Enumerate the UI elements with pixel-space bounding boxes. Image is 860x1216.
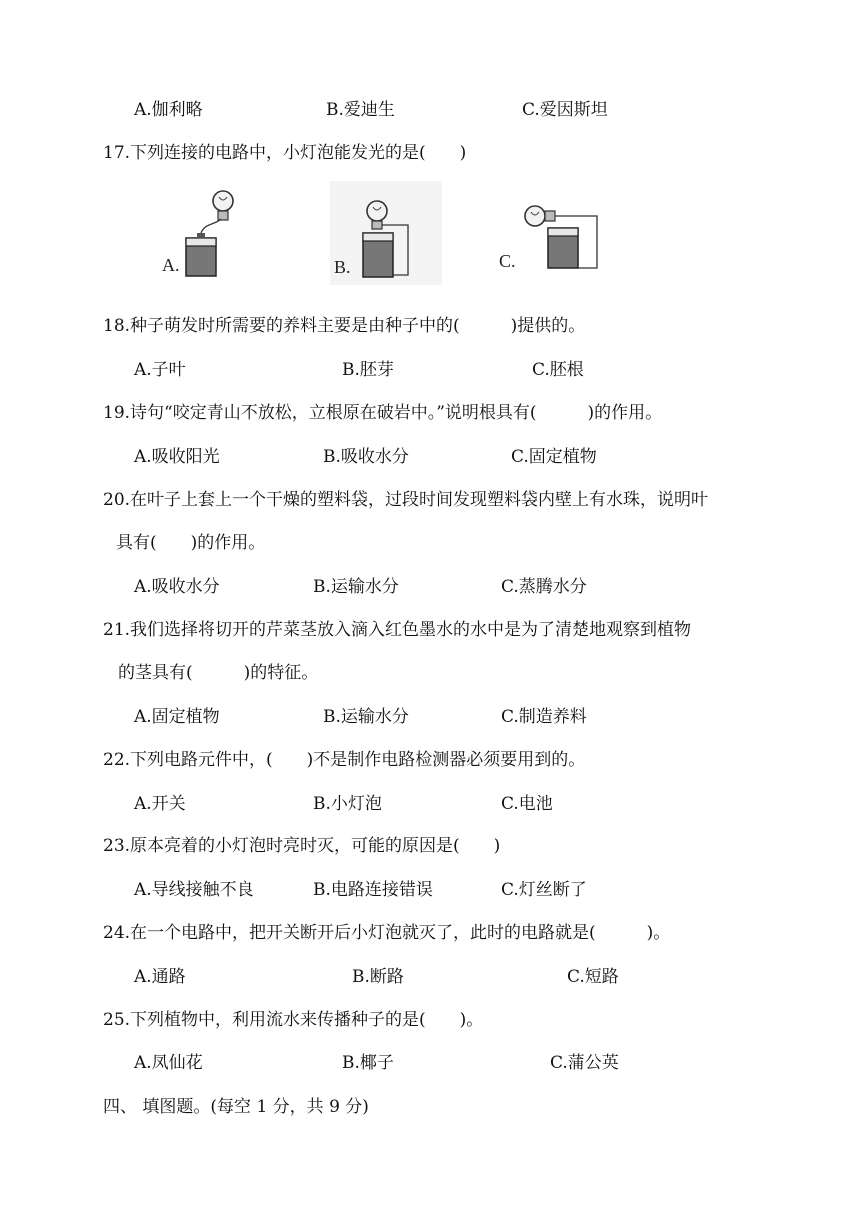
q23-option-b[interactable]: B.电路连接错误	[313, 880, 433, 900]
q22-option-a[interactable]: A.开关	[134, 794, 186, 814]
figure-label-c: C.	[499, 251, 516, 271]
q22-option-c[interactable]: C.电池	[501, 794, 553, 814]
q25-option-c[interactable]: C.蒲公英	[550, 1053, 619, 1073]
q25-stem: 25.下列植物中，利用流水来传播种子的是( )。	[103, 1010, 484, 1030]
q21-option-b[interactable]: B.运输水分	[323, 707, 409, 727]
q19-stem: 19.诗句“咬定青山不放松，立根原在破岩中。”说明根具有( )的作用。	[103, 403, 663, 423]
q21-stem-line2: 的茎具有( )的特征。	[118, 663, 319, 683]
q25-option-a[interactable]: A.凤仙花	[134, 1053, 203, 1073]
section-4-heading: 四、 填图题。(每空 1 分，共 9 分)	[103, 1097, 369, 1117]
q23-option-c[interactable]: C.灯丝断了	[501, 880, 587, 900]
q20-option-c[interactable]: C.蒸腾水分	[501, 577, 587, 597]
q20-stem-line1: 20.在叶子上套上一个干燥的塑料袋，过段时间发现塑料袋内壁上有水珠，说明叶	[103, 490, 709, 510]
q21-stem-line1: 21.我们选择将切开的芹菜茎放入滴入红色墨水的水中是为了清楚地观察到植物	[103, 620, 692, 640]
q24-stem: 24.在一个电路中，把开关断开后小灯泡就灭了，此时的电路就是( )。	[103, 923, 671, 943]
q19-option-c[interactable]: C.固定植物	[511, 447, 597, 467]
q18-option-a[interactable]: A.子叶	[134, 360, 186, 380]
circuit-figure-a[interactable]	[155, 183, 275, 283]
circuit-figure-b[interactable]	[330, 181, 442, 285]
q18-stem: 18.种子萌发时所需要的养料主要是由种子中的( )提供的。	[103, 316, 586, 336]
figure-label-b: B.	[334, 257, 351, 277]
q22-stem: 22.下列电路元件中，( )不是制作电路检测器必须要用到的。	[103, 750, 586, 770]
q24-option-b[interactable]: B.断路	[352, 967, 404, 987]
q18-option-b[interactable]: B.胚芽	[342, 360, 394, 380]
q16-option-b[interactable]: B.爱迪生	[326, 100, 395, 120]
q23-stem: 23.原本亮着的小灯泡时亮时灭，可能的原因是( )	[103, 836, 501, 856]
q20-stem-line2: 具有( )的作用。	[116, 533, 266, 553]
q21-option-a[interactable]: A.固定植物	[134, 707, 220, 727]
q21-option-c[interactable]: C.制造养料	[501, 707, 587, 727]
q20-option-b[interactable]: B.运输水分	[313, 577, 399, 597]
q24-option-a[interactable]: A.通路	[134, 967, 186, 987]
q16-option-c[interactable]: C.爱因斯坦	[522, 100, 608, 120]
q18-option-c[interactable]: C.胚根	[532, 360, 584, 380]
q19-option-b[interactable]: B.吸收水分	[323, 447, 409, 467]
circuit-figure-c[interactable]	[495, 196, 607, 286]
q19-option-a[interactable]: A.吸收阳光	[134, 447, 220, 467]
q17-stem: 17.下列连接的电路中，小灯泡能发光的是( )	[103, 143, 467, 163]
q23-option-a[interactable]: A.导线接触不良	[134, 880, 254, 900]
q16-option-a[interactable]: A.伽利略	[134, 100, 203, 120]
q22-option-b[interactable]: B.小灯泡	[313, 794, 382, 814]
q24-option-c[interactable]: C.短路	[567, 967, 619, 987]
q20-option-a[interactable]: A.吸收水分	[134, 577, 220, 597]
figure-label-a: A.	[162, 255, 180, 275]
circuit-c-drawing	[495, 196, 607, 286]
q25-option-b[interactable]: B.椰子	[342, 1053, 394, 1073]
